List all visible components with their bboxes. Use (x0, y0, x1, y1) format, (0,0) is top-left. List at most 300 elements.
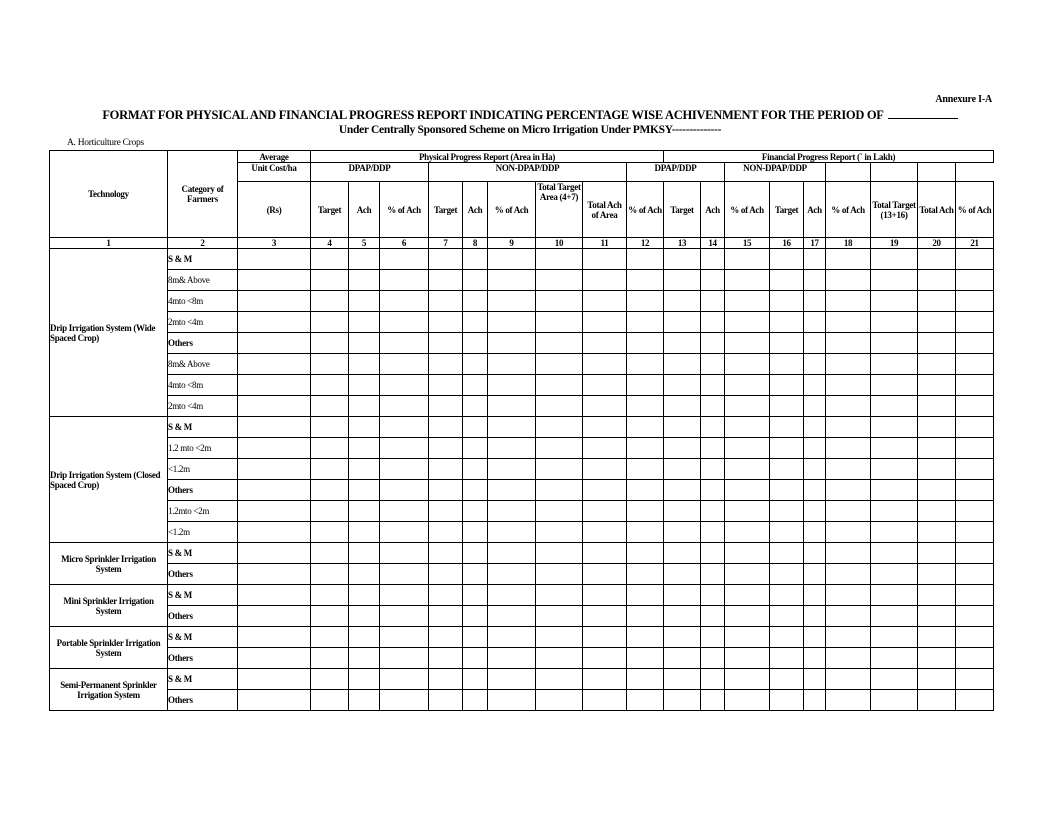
data-entry-cell[interactable] (429, 291, 463, 312)
data-entry-cell[interactable] (536, 606, 583, 627)
data-entry-cell[interactable] (701, 396, 725, 417)
data-entry-cell[interactable] (463, 417, 488, 438)
data-entry-cell[interactable] (956, 564, 994, 585)
data-entry-cell[interactable] (701, 522, 725, 543)
data-entry-cell[interactable] (871, 522, 918, 543)
data-entry-cell[interactable] (463, 291, 488, 312)
data-entry-cell[interactable] (664, 543, 701, 564)
data-entry-cell[interactable] (463, 333, 488, 354)
data-entry-cell[interactable] (238, 438, 311, 459)
data-entry-cell[interactable] (918, 501, 956, 522)
data-entry-cell[interactable] (664, 312, 701, 333)
data-entry-cell[interactable] (664, 249, 701, 270)
data-entry-cell[interactable] (583, 669, 627, 690)
data-entry-cell[interactable] (826, 417, 871, 438)
data-entry-cell[interactable] (871, 543, 918, 564)
data-entry-cell[interactable] (826, 291, 871, 312)
data-entry-cell[interactable] (463, 396, 488, 417)
data-entry-cell[interactable] (238, 564, 311, 585)
data-entry-cell[interactable] (770, 354, 804, 375)
data-entry-cell[interactable] (804, 522, 826, 543)
data-entry-cell[interactable] (770, 480, 804, 501)
data-entry-cell[interactable] (238, 480, 311, 501)
data-entry-cell[interactable] (770, 690, 804, 711)
data-entry-cell[interactable] (627, 501, 664, 522)
data-entry-cell[interactable] (488, 291, 536, 312)
data-entry-cell[interactable] (488, 522, 536, 543)
data-entry-cell[interactable] (536, 270, 583, 291)
data-entry-cell[interactable] (804, 396, 826, 417)
data-entry-cell[interactable] (826, 312, 871, 333)
data-entry-cell[interactable] (463, 627, 488, 648)
data-entry-cell[interactable] (311, 312, 349, 333)
data-entry-cell[interactable] (429, 354, 463, 375)
data-entry-cell[interactable] (664, 690, 701, 711)
data-entry-cell[interactable] (536, 459, 583, 480)
data-entry-cell[interactable] (918, 564, 956, 585)
data-entry-cell[interactable] (770, 396, 804, 417)
data-entry-cell[interactable] (826, 648, 871, 669)
data-entry-cell[interactable] (311, 417, 349, 438)
data-entry-cell[interactable] (770, 648, 804, 669)
data-entry-cell[interactable] (583, 354, 627, 375)
data-entry-cell[interactable] (956, 270, 994, 291)
data-entry-cell[interactable] (536, 648, 583, 669)
data-entry-cell[interactable] (429, 543, 463, 564)
data-entry-cell[interactable] (701, 690, 725, 711)
data-entry-cell[interactable] (725, 291, 770, 312)
data-entry-cell[interactable] (311, 291, 349, 312)
data-entry-cell[interactable] (826, 459, 871, 480)
data-entry-cell[interactable] (664, 627, 701, 648)
data-entry-cell[interactable] (583, 375, 627, 396)
data-entry-cell[interactable] (725, 543, 770, 564)
data-entry-cell[interactable] (701, 354, 725, 375)
data-entry-cell[interactable] (770, 669, 804, 690)
data-entry-cell[interactable] (349, 564, 380, 585)
data-entry-cell[interactable] (349, 501, 380, 522)
data-entry-cell[interactable] (826, 585, 871, 606)
data-entry-cell[interactable] (311, 585, 349, 606)
data-entry-cell[interactable] (956, 396, 994, 417)
data-entry-cell[interactable] (536, 333, 583, 354)
data-entry-cell[interactable] (380, 480, 429, 501)
data-entry-cell[interactable] (536, 669, 583, 690)
data-entry-cell[interactable] (583, 333, 627, 354)
data-entry-cell[interactable] (804, 270, 826, 291)
data-entry-cell[interactable] (918, 669, 956, 690)
data-entry-cell[interactable] (918, 543, 956, 564)
data-entry-cell[interactable] (701, 501, 725, 522)
data-entry-cell[interactable] (429, 648, 463, 669)
data-entry-cell[interactable] (664, 354, 701, 375)
data-entry-cell[interactable] (238, 606, 311, 627)
data-entry-cell[interactable] (311, 270, 349, 291)
data-entry-cell[interactable] (380, 270, 429, 291)
data-entry-cell[interactable] (871, 312, 918, 333)
data-entry-cell[interactable] (701, 312, 725, 333)
data-entry-cell[interactable] (664, 585, 701, 606)
data-entry-cell[interactable] (770, 543, 804, 564)
data-entry-cell[interactable] (725, 270, 770, 291)
data-entry-cell[interactable] (380, 627, 429, 648)
data-entry-cell[interactable] (583, 606, 627, 627)
data-entry-cell[interactable] (380, 375, 429, 396)
data-entry-cell[interactable] (871, 564, 918, 585)
data-entry-cell[interactable] (488, 375, 536, 396)
data-entry-cell[interactable] (463, 648, 488, 669)
data-entry-cell[interactable] (380, 501, 429, 522)
data-entry-cell[interactable] (701, 270, 725, 291)
data-entry-cell[interactable] (701, 627, 725, 648)
data-entry-cell[interactable] (349, 543, 380, 564)
data-entry-cell[interactable] (463, 438, 488, 459)
data-entry-cell[interactable] (238, 270, 311, 291)
data-entry-cell[interactable] (429, 417, 463, 438)
data-entry-cell[interactable] (488, 333, 536, 354)
data-entry-cell[interactable] (488, 501, 536, 522)
data-entry-cell[interactable] (627, 417, 664, 438)
data-entry-cell[interactable] (804, 312, 826, 333)
data-entry-cell[interactable] (918, 312, 956, 333)
data-entry-cell[interactable] (349, 396, 380, 417)
data-entry-cell[interactable] (956, 585, 994, 606)
data-entry-cell[interactable] (725, 606, 770, 627)
data-entry-cell[interactable] (463, 690, 488, 711)
data-entry-cell[interactable] (918, 291, 956, 312)
data-entry-cell[interactable] (429, 375, 463, 396)
data-entry-cell[interactable] (463, 354, 488, 375)
data-entry-cell[interactable] (311, 354, 349, 375)
data-entry-cell[interactable] (463, 480, 488, 501)
data-entry-cell[interactable] (488, 270, 536, 291)
data-entry-cell[interactable] (380, 669, 429, 690)
data-entry-cell[interactable] (311, 459, 349, 480)
data-entry-cell[interactable] (380, 543, 429, 564)
data-entry-cell[interactable] (770, 417, 804, 438)
data-entry-cell[interactable] (349, 669, 380, 690)
data-entry-cell[interactable] (956, 438, 994, 459)
data-entry-cell[interactable] (429, 606, 463, 627)
data-entry-cell[interactable] (725, 522, 770, 543)
data-entry-cell[interactable] (770, 564, 804, 585)
data-entry-cell[interactable] (238, 627, 311, 648)
data-entry-cell[interactable] (871, 396, 918, 417)
data-entry-cell[interactable] (429, 522, 463, 543)
data-entry-cell[interactable] (725, 627, 770, 648)
data-entry-cell[interactable] (238, 501, 311, 522)
data-entry-cell[interactable] (826, 333, 871, 354)
data-entry-cell[interactable] (488, 648, 536, 669)
data-entry-cell[interactable] (664, 522, 701, 543)
data-entry-cell[interactable] (536, 249, 583, 270)
data-entry-cell[interactable] (725, 312, 770, 333)
data-entry-cell[interactable] (918, 585, 956, 606)
data-entry-cell[interactable] (804, 690, 826, 711)
data-entry-cell[interactable] (770, 291, 804, 312)
data-entry-cell[interactable] (725, 690, 770, 711)
data-entry-cell[interactable] (311, 480, 349, 501)
data-entry-cell[interactable] (664, 333, 701, 354)
data-entry-cell[interactable] (536, 501, 583, 522)
data-entry-cell[interactable] (804, 459, 826, 480)
data-entry-cell[interactable] (664, 480, 701, 501)
data-entry-cell[interactable] (238, 354, 311, 375)
data-entry-cell[interactable] (701, 585, 725, 606)
data-entry-cell[interactable] (725, 438, 770, 459)
data-entry-cell[interactable] (349, 417, 380, 438)
data-entry-cell[interactable] (238, 648, 311, 669)
data-entry-cell[interactable] (349, 648, 380, 669)
data-entry-cell[interactable] (871, 291, 918, 312)
data-entry-cell[interactable] (871, 333, 918, 354)
data-entry-cell[interactable] (918, 249, 956, 270)
data-entry-cell[interactable] (701, 669, 725, 690)
data-entry-cell[interactable] (804, 249, 826, 270)
data-entry-cell[interactable] (804, 564, 826, 585)
data-entry-cell[interactable] (429, 501, 463, 522)
data-entry-cell[interactable] (804, 627, 826, 648)
data-entry-cell[interactable] (380, 249, 429, 270)
data-entry-cell[interactable] (311, 543, 349, 564)
data-entry-cell[interactable] (380, 396, 429, 417)
data-entry-cell[interactable] (583, 312, 627, 333)
data-entry-cell[interactable] (349, 354, 380, 375)
data-entry-cell[interactable] (349, 690, 380, 711)
data-entry-cell[interactable] (804, 669, 826, 690)
data-entry-cell[interactable] (429, 438, 463, 459)
data-entry-cell[interactable] (871, 669, 918, 690)
data-entry-cell[interactable] (826, 669, 871, 690)
data-entry-cell[interactable] (583, 480, 627, 501)
data-entry-cell[interactable] (770, 375, 804, 396)
data-entry-cell[interactable] (311, 333, 349, 354)
data-entry-cell[interactable] (956, 459, 994, 480)
data-entry-cell[interactable] (956, 480, 994, 501)
data-entry-cell[interactable] (804, 648, 826, 669)
data-entry-cell[interactable] (488, 249, 536, 270)
data-entry-cell[interactable] (627, 249, 664, 270)
data-entry-cell[interactable] (429, 690, 463, 711)
data-entry-cell[interactable] (664, 375, 701, 396)
data-entry-cell[interactable] (804, 585, 826, 606)
data-entry-cell[interactable] (701, 543, 725, 564)
data-entry-cell[interactable] (725, 585, 770, 606)
data-entry-cell[interactable] (701, 459, 725, 480)
data-entry-cell[interactable] (725, 480, 770, 501)
data-entry-cell[interactable] (536, 354, 583, 375)
data-entry-cell[interactable] (463, 249, 488, 270)
data-entry-cell[interactable] (826, 690, 871, 711)
data-entry-cell[interactable] (770, 333, 804, 354)
data-entry-cell[interactable] (536, 480, 583, 501)
data-entry-cell[interactable] (804, 291, 826, 312)
data-entry-cell[interactable] (349, 438, 380, 459)
data-entry-cell[interactable] (804, 354, 826, 375)
data-entry-cell[interactable] (463, 312, 488, 333)
data-entry-cell[interactable] (429, 333, 463, 354)
data-entry-cell[interactable] (583, 522, 627, 543)
data-entry-cell[interactable] (664, 648, 701, 669)
data-entry-cell[interactable] (918, 606, 956, 627)
data-entry-cell[interactable] (488, 417, 536, 438)
data-entry-cell[interactable] (380, 291, 429, 312)
data-entry-cell[interactable] (871, 648, 918, 669)
data-entry-cell[interactable] (349, 459, 380, 480)
data-entry-cell[interactable] (627, 564, 664, 585)
data-entry-cell[interactable] (627, 396, 664, 417)
data-entry-cell[interactable] (701, 606, 725, 627)
data-entry-cell[interactable] (956, 291, 994, 312)
data-entry-cell[interactable] (871, 249, 918, 270)
data-entry-cell[interactable] (664, 396, 701, 417)
data-entry-cell[interactable] (627, 375, 664, 396)
data-entry-cell[interactable] (463, 606, 488, 627)
data-entry-cell[interactable] (664, 417, 701, 438)
data-entry-cell[interactable] (536, 585, 583, 606)
data-entry-cell[interactable] (770, 438, 804, 459)
data-entry-cell[interactable] (238, 669, 311, 690)
data-entry-cell[interactable] (725, 669, 770, 690)
data-entry-cell[interactable] (380, 585, 429, 606)
data-entry-cell[interactable] (956, 312, 994, 333)
data-entry-cell[interactable] (871, 690, 918, 711)
data-entry-cell[interactable] (583, 690, 627, 711)
data-entry-cell[interactable] (583, 438, 627, 459)
data-entry-cell[interactable] (804, 417, 826, 438)
data-entry-cell[interactable] (804, 501, 826, 522)
data-entry-cell[interactable] (701, 333, 725, 354)
data-entry-cell[interactable] (463, 270, 488, 291)
data-entry-cell[interactable] (429, 585, 463, 606)
data-entry-cell[interactable] (311, 375, 349, 396)
data-entry-cell[interactable] (826, 480, 871, 501)
data-entry-cell[interactable] (311, 396, 349, 417)
data-entry-cell[interactable] (725, 417, 770, 438)
data-entry-cell[interactable] (956, 249, 994, 270)
data-entry-cell[interactable] (826, 438, 871, 459)
data-entry-cell[interactable] (463, 522, 488, 543)
data-entry-cell[interactable] (664, 606, 701, 627)
data-entry-cell[interactable] (871, 354, 918, 375)
data-entry-cell[interactable] (701, 249, 725, 270)
data-entry-cell[interactable] (380, 648, 429, 669)
data-entry-cell[interactable] (349, 312, 380, 333)
data-entry-cell[interactable] (918, 627, 956, 648)
data-entry-cell[interactable] (770, 459, 804, 480)
data-entry-cell[interactable] (583, 417, 627, 438)
data-entry-cell[interactable] (918, 417, 956, 438)
data-entry-cell[interactable] (488, 585, 536, 606)
data-entry-cell[interactable] (701, 375, 725, 396)
data-entry-cell[interactable] (238, 417, 311, 438)
data-entry-cell[interactable] (627, 648, 664, 669)
data-entry-cell[interactable] (627, 543, 664, 564)
data-entry-cell[interactable] (583, 291, 627, 312)
data-entry-cell[interactable] (536, 291, 583, 312)
data-entry-cell[interactable] (429, 396, 463, 417)
data-entry-cell[interactable] (725, 249, 770, 270)
data-entry-cell[interactable] (488, 312, 536, 333)
data-entry-cell[interactable] (311, 648, 349, 669)
data-entry-cell[interactable] (463, 375, 488, 396)
data-entry-cell[interactable] (826, 627, 871, 648)
data-entry-cell[interactable] (583, 648, 627, 669)
data-entry-cell[interactable] (725, 333, 770, 354)
data-entry-cell[interactable] (918, 354, 956, 375)
data-entry-cell[interactable] (701, 480, 725, 501)
data-entry-cell[interactable] (627, 333, 664, 354)
data-entry-cell[interactable] (804, 543, 826, 564)
data-entry-cell[interactable] (583, 459, 627, 480)
data-entry-cell[interactable] (627, 459, 664, 480)
data-entry-cell[interactable] (488, 459, 536, 480)
data-entry-cell[interactable] (725, 501, 770, 522)
data-entry-cell[interactable] (770, 312, 804, 333)
data-entry-cell[interactable] (238, 543, 311, 564)
data-entry-cell[interactable] (488, 480, 536, 501)
data-entry-cell[interactable] (826, 249, 871, 270)
data-entry-cell[interactable] (238, 690, 311, 711)
data-entry-cell[interactable] (238, 585, 311, 606)
data-entry-cell[interactable] (380, 564, 429, 585)
data-entry-cell[interactable] (488, 669, 536, 690)
data-entry-cell[interactable] (725, 648, 770, 669)
data-entry-cell[interactable] (701, 291, 725, 312)
data-entry-cell[interactable] (488, 627, 536, 648)
data-entry-cell[interactable] (380, 522, 429, 543)
data-entry-cell[interactable] (871, 585, 918, 606)
data-entry-cell[interactable] (429, 669, 463, 690)
data-entry-cell[interactable] (725, 459, 770, 480)
data-entry-cell[interactable] (380, 438, 429, 459)
data-entry-cell[interactable] (349, 270, 380, 291)
data-entry-cell[interactable] (804, 375, 826, 396)
data-entry-cell[interactable] (918, 480, 956, 501)
data-entry-cell[interactable] (349, 627, 380, 648)
data-entry-cell[interactable] (826, 396, 871, 417)
data-entry-cell[interactable] (311, 627, 349, 648)
data-entry-cell[interactable] (770, 270, 804, 291)
data-entry-cell[interactable] (627, 606, 664, 627)
data-entry-cell[interactable] (429, 249, 463, 270)
data-entry-cell[interactable] (871, 438, 918, 459)
data-entry-cell[interactable] (871, 417, 918, 438)
data-entry-cell[interactable] (918, 459, 956, 480)
data-entry-cell[interactable] (770, 249, 804, 270)
data-entry-cell[interactable] (956, 375, 994, 396)
data-entry-cell[interactable] (311, 669, 349, 690)
data-entry-cell[interactable] (429, 480, 463, 501)
data-entry-cell[interactable] (238, 459, 311, 480)
data-entry-cell[interactable] (725, 564, 770, 585)
data-entry-cell[interactable] (701, 564, 725, 585)
data-entry-cell[interactable] (536, 438, 583, 459)
data-entry-cell[interactable] (664, 669, 701, 690)
data-entry-cell[interactable] (956, 627, 994, 648)
data-entry-cell[interactable] (238, 291, 311, 312)
data-entry-cell[interactable] (238, 396, 311, 417)
data-entry-cell[interactable] (627, 291, 664, 312)
data-entry-cell[interactable] (956, 501, 994, 522)
data-entry-cell[interactable] (583, 564, 627, 585)
data-entry-cell[interactable] (956, 333, 994, 354)
data-entry-cell[interactable] (311, 690, 349, 711)
data-entry-cell[interactable] (918, 648, 956, 669)
data-entry-cell[interactable] (871, 270, 918, 291)
data-entry-cell[interactable] (826, 270, 871, 291)
data-entry-cell[interactable] (664, 291, 701, 312)
